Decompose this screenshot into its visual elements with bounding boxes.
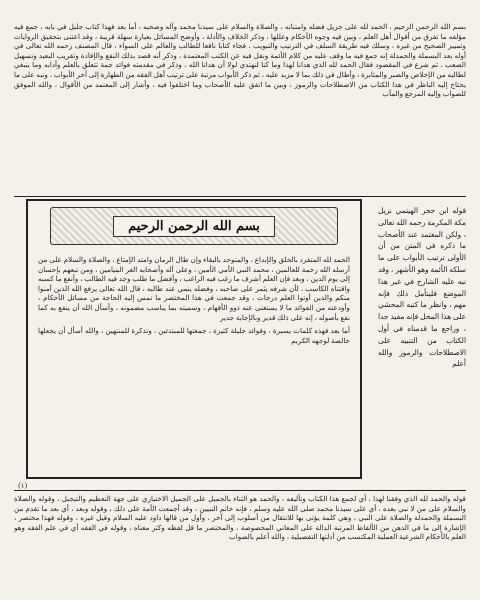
top-text-block — [14, 22, 466, 194]
section-divider — [14, 196, 466, 197]
framed-text-block — [38, 255, 350, 475]
bottom-commentary — [14, 494, 466, 594]
bottom-paragraph: قوله والحمد لله الذي وفقنا لهذا ، أي لجمع هذا الكتاب وتأليفه ، والحمد هو الثناء بالجميل على الجميل الاختياري على جهة التعظيم والتبجيل ، وقوله والصلاة والسلام على من لا نبي بعده ، أي على سيدنا محمد صلى الله عليه وسلم ، فإنه خاتم النبيين ، وقد أجمعت الأمة على ذلك ، وقوله وبعد ، أي بعد ما تقدم من البسملة والحمدلة والصلاة على النبي ، وهي كلمة يؤتى بها للانتقال من أسلوب إلى آخر ، وأول من قالها داود عليه السلام وقيل غيره ، وقوله فهذا مختصر ، الإشارة إلى ما في الذهن من الألفاظ المرتبة الدالة على المعاني المخصوصة ، والمختصر ما قل لفظه وكثر معناه ، وقوله في الفقه أي في علم الفقه وهو العلم بالأحكام الشرعية العملية المكتسب من أدلتها التفصيلية ، والله أعلم بالصواب — [14, 494, 466, 542]
basmala-title: بسم الله الرحمن الرحيم — [113, 216, 275, 237]
bottom-text-block — [14, 494, 466, 594]
framed-paragraph: أما بعد فهذه كلمات يسيرة ، وفوائد جليلة كثيرة ، جمعتها للمبتدئين ، وتذكرة للمنتهين ، والله أسأل أن يجعلها خالصة لوجهه الكريم — [38, 326, 350, 345]
top-paragraph: بسم الله الرحمن الرحيم ، الحمد لله على جزيل فضله وامتنانه ، والصلاة والسلام على سيدنا محمد وآله وصحبه ، أما بعد فهذا كتاب جليل في بابه ، جمع فيه مؤلفه ما تفرق من أقوال أهل العلم ، وبين فيه وجوه الأحكام وعللها ، وذكر الخلاف والأدلة ، وأوضح المسائل بعبارة سهلة قريبة ، وقد اعتنى بتحقيق الروايات وتمييز الصحيح من غيره ، وسلك فيه طريقة السلف في الترتيب والتبويب ، فجاء كتابا نافعا للطالب والعالم على السواء ، قال المصنف رحمه الله تعالى في أوله بعد البسملة والحمدلة إنه جمع فيه ما وقف عليه من كلام الأئمة ونقل فيه عن الكتب المعتمدة ، وذكر أنه قصد بذلك النفع والإفادة وتقريب البعيد وتسهيل الصعب ، ثم شرع في المقصود فقال الحمد لله الذي هدانا لهذا وما كنا لنهتدي لولا أن هدانا الله ، وذكر في مقدمته فوائد جمة تتعلق بالعلم وآدابه وما ينبغي لطالبه من الإخلاص والصبر والمثابرة ، وأطال في ذلك بما لا مزيد عليه ، ثم ذكر الأبواب مرتبة على ترتيب أهل الفقه من الطهارة إلى آخر الأبواب ، ونبه على ما يحتاج إليه الناظر في هذا الكتاب من الاصطلاحات والرموز ، وبين ما اتفق عليه الأصحاب وما اختلفوا فيه ، وأشار إلى المعتمد من الأقوال ، والله الموفق للصواب وإليه المرجع والمآب — [14, 22, 466, 99]
footnote-divider — [14, 490, 466, 491]
framed-main-text — [26, 199, 362, 479]
middle-section — [14, 199, 466, 487]
side-margin-commentary: قوله ابن حجر الهيتمي نزيل مكة المكرمة رحمه الله تعالى ، ولكن المعتمد عند الأصحاب ما ذكره في المتن من أن الأولى ترتيب الأبواب على ما سلكه الأئمة وهو الأشهر ، وقد نبه عليه الشارح في غير هذا الموضع فليتأمل ذلك فإنه مهم ، وانظر ما كتبه المحشي على هذا المحل فإنه مفيد جدا ، وراجع ما قدمناه في أول الكتاب من التنبيه على الاصطلاحات والرموز والله أعلم — [378, 206, 466, 369]
framed-paragraph: الحمد لله المتفرد بالخلق والإبداع ، والمتوحد بالبقاء وإن طال الزمان وامتد الإمتاع ، والصلاة والسلام على من أرسله الله رحمة للعالمين ، محمد النبي الأمي الأمين ، وعلى آله وأصحابه الغر الميامين ، ومن تبعهم بإحسان إلى يوم الدين ، وبعد فإن العلم أشرف ما رغب فيه الراغب ، وأفضل ما طلب وجد فيه الطالب ، وأنفع ما كسبه واقتناه الكاسب ، لأن شرفه يثمر على صاحبه ، وفضله ينمي عند طالبه ، قال الله تعالى يرفع الله الذين آمنوا منكم والذين أوتوا العلم درجات ، وقد جمعت في هذا المختصر ما تمس إليه الحاجة من مسائل الأحكام ، وأودعته من الفوائد ما لا يستغنى عنه ذوو الأفهام ، وسميته بما يناسب مضمونه ، وأسأل الله أن ينفع به كما نفع بأصوله ، إنه على ذلك قدير وبالإجابة جدير — [38, 255, 350, 322]
footnote-marker: (١) — [18, 482, 28, 490]
ornamental-header-band — [50, 207, 338, 245]
